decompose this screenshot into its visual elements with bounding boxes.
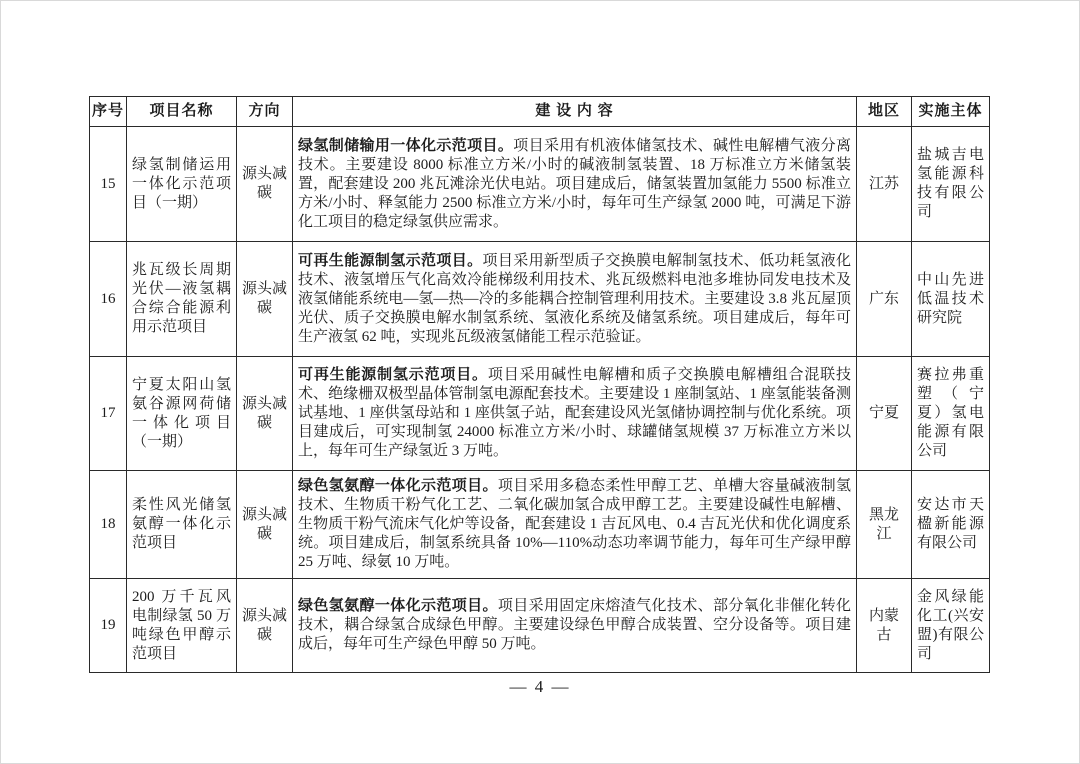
cell-number: 17: [90, 357, 127, 471]
content-body: 项目采用碱性电解槽和质子交换膜电解槽组合混联技术、绝缘栅双极型晶体管制氢电源配套技术。主要建设 1 座制氢站、1 座氢能装备测试基地、1 座供氢母站和 1 座供氢子站，配套建设风光氢储协调控制与优化系统。项目建成后，可实现制氢 24000 标准立方米/小时、球罐储氢规模 37 万标准立方米以上，每年可生产绿氢近 3 万吨。: [298, 367, 851, 459]
header-number: 序号: [90, 97, 127, 127]
cell-region: 广东: [857, 242, 912, 357]
cell-entity: 安达市天楹新能源有限公司: [912, 471, 990, 579]
content-lead: 可再生能源制氢示范项目。: [298, 367, 488, 383]
cell-content: [293, 579, 857, 673]
table-row: [90, 242, 990, 357]
header-project-name: 项目名称: [127, 97, 237, 127]
cell-content: [293, 357, 857, 471]
cell-number: 18: [90, 471, 127, 579]
cell-project-name: 200 万千瓦风电制绿氢 50 万吨绿色甲醇示范项目: [127, 579, 237, 673]
table-row: [90, 127, 990, 242]
projects-table: [89, 96, 990, 673]
table-row: [90, 579, 990, 673]
cell-entity: 金风绿能化工(兴安盟)有限公司: [912, 579, 990, 673]
content-body: 项目采用有机液体储氢技术、碱性电解槽气液分离技术。主要建设 8000 标准立方米/小时的碱液制氢装置、18 万标准立方米储氢装置，配套建设 200 兆瓦滩涂光伏电站。项目建成后，储氢装置加氢能力 5500 标准立方米/小时、释氢能力 2500 标准立方米/小时，每年可生产绿氢 2000 吨，可满足下游化工项目的稳定绿氢供应需求。: [298, 137, 851, 230]
cell-direction: 源头减碳: [237, 242, 293, 357]
cell-number: 19: [90, 579, 127, 673]
cell-region: 黑龙江: [857, 471, 912, 579]
content-lead: 绿色氢氨醇一体化示范项目。: [298, 478, 498, 494]
cell-number: 16: [90, 242, 127, 357]
cell-direction: 源头减碳: [237, 579, 293, 673]
header-content: 建 设 内 容: [293, 97, 857, 127]
content-lead: 可再生能源制氢示范项目。: [298, 252, 483, 269]
content-body: 项目采用多稳态柔性甲醇工艺、单槽大容量碱液制氢技术、生物质干粉气化工艺、二氧化碳加氢合成甲醇工艺。主要建设碱性电解槽、生物质干粉气流床气化炉等设备，配套建设 1 吉瓦风电、0.4 吉瓦光伏和优化调度系统。项目建成后，制氢系统具备 10%—110%动态功率调节能力，每年可生产绿甲醇 25 万吨、绿氨 10 万吨。: [298, 478, 851, 570]
cell-content: [293, 127, 857, 242]
table-header-row: [90, 97, 990, 127]
cell-entity: 盐城吉电氢能源科技有限公司: [912, 127, 990, 242]
content-body: 项目采用新型质子交换膜电解制氢技术、低功耗氢液化技术、液氢增压气化高效冷能梯级利用技术、兆瓦级燃料电池多堆协同发电技术及液氢储能系统电—氢—热—冷的多能耦合控制管理利用技术。主要建设 3.8 兆瓦屋顶光伏、质子交换膜电解水制氢系统、氢液化系统及储氢系统。项目建成后，每年可生产液氢 62 吨，实现兆瓦级液氢储能工程示范验证。: [298, 252, 851, 345]
table-row: [90, 357, 990, 471]
cell-region: 内蒙古: [857, 579, 912, 673]
cell-direction: 源头减碳: [237, 357, 293, 471]
header-direction: 方向: [237, 97, 293, 127]
table-row: [90, 471, 990, 579]
cell-project-name: 绿氢制储运用一体化示范项目（一期）: [127, 127, 237, 242]
page-number: — 4 —: [509, 677, 571, 696]
cell-content: [293, 242, 857, 357]
cell-project-name: 柔性风光储氢氨醇一体化示范项目: [127, 471, 237, 579]
cell-content: [293, 471, 857, 579]
cell-project-name: 兆瓦级长周期光伏—液氢耦合综合能源利用示范项目: [127, 242, 237, 357]
header-entity: 实施主体: [912, 97, 990, 127]
cell-entity: 赛拉弗重塑（宁夏）氢电能源有限公司: [912, 357, 990, 471]
cell-region: 宁夏: [857, 357, 912, 471]
cell-project-name: 宁夏太阳山氢氨谷源网荷储一体化项目（一期）: [127, 357, 237, 471]
cell-region: 江苏: [857, 127, 912, 242]
content-body: 项目采用固定床熔渣气化技术、部分氧化非催化转化技术，耦合绿氢合成绿色甲醇。主要建设绿色甲醇合成装置、空分设备等。项目建成后，每年可生产绿色甲醇 50 万吨。: [298, 598, 851, 652]
content-lead: 绿氢制储输用一体化示范项目。: [298, 137, 514, 154]
cell-entity: 中山先进低温技术研究院: [912, 242, 990, 357]
cell-direction: 源头减碳: [237, 471, 293, 579]
content-lead: 绿色氢氨醇一体化示范项目。: [298, 598, 498, 614]
cell-number: 15: [90, 127, 127, 242]
cell-direction: 源头减碳: [237, 127, 293, 242]
header-region: 地区: [857, 97, 912, 127]
